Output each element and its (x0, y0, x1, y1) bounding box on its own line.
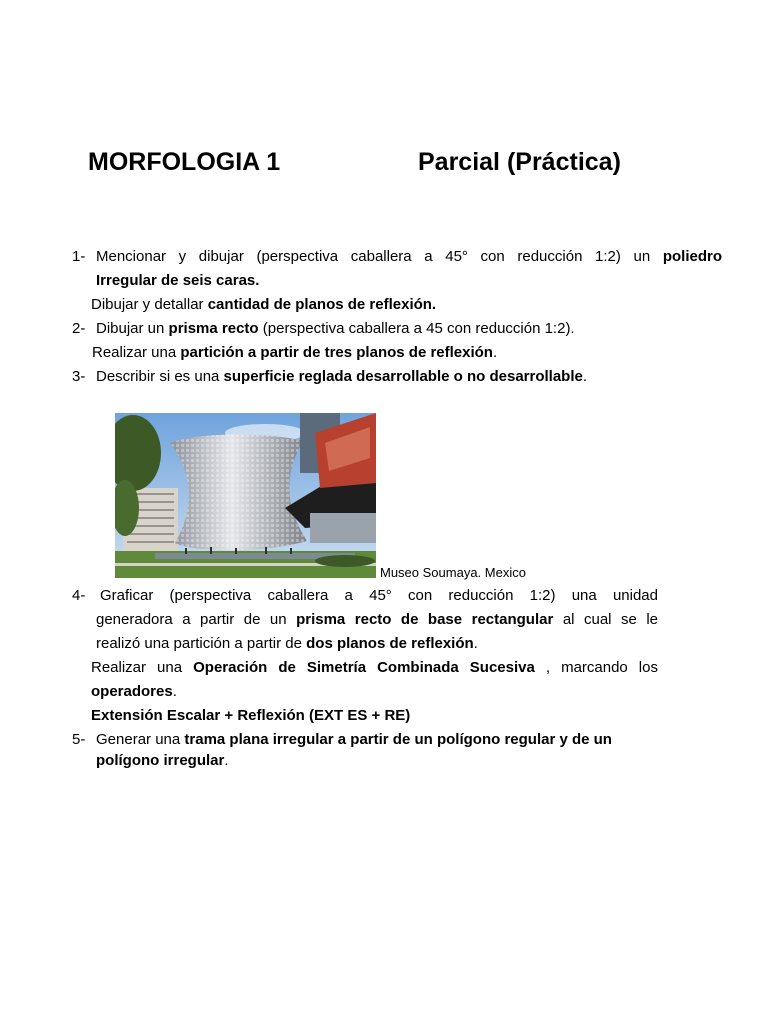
item-5-bold: trama plana irregular a partir de un polígono regular y de un (184, 731, 612, 748)
item-4-number: 4- (72, 587, 86, 604)
item-2-number: 2- (72, 320, 86, 337)
item-2-bold: prisma recto (168, 320, 259, 337)
item-4-line-3-bold: dos planos de reflexión (306, 635, 474, 652)
museum-photo-illustration (115, 413, 376, 578)
item-1-bold: poliedro (662, 248, 722, 265)
item-2-text-b: (perspectiva caballera a 45 con reducción 1:2). (258, 320, 575, 337)
item-5-line-2-end: . (224, 752, 229, 769)
item-4-line-4-bold: Operación de Simetría Combinada Sucesiva (193, 659, 535, 676)
item-4-line-3 (96, 634, 478, 654)
item-1-line-3 (91, 295, 436, 315)
course-title: MORFOLOGIA 1 (88, 148, 281, 176)
item-2-line-2 (92, 343, 497, 363)
item-1-line-3-text: Dibujar y detallar (91, 296, 208, 313)
item-4-line-2-bold: prisma recto de base rectangular (296, 611, 554, 628)
museum-photo (115, 413, 376, 578)
item-5-number: 5- (72, 731, 86, 748)
item-4-line-4-text: Realizar una (91, 659, 194, 676)
item-2-line-2-end: . (492, 344, 498, 361)
item-4-line-4 (91, 658, 658, 678)
item-3-end: . (582, 368, 588, 385)
item-4-line-3-end: . (473, 635, 478, 652)
photo-caption: Museo Soumaya. Mexico (380, 565, 526, 580)
item-1-number: 1- (72, 248, 86, 265)
item-5-line-2-bold: polígono irregular (96, 752, 225, 769)
item-3-line-1 (96, 367, 587, 387)
item-2-line-2-text: Realizar una (92, 344, 181, 361)
item-2-line-2-bold: partición a partir de tres planos de reflexión (180, 344, 493, 361)
item-3-number: 3- (72, 368, 86, 385)
item-5-line-1 (96, 730, 612, 750)
item-4-line-4-end: , marcando los (545, 659, 658, 676)
item-2-line-1 (96, 319, 575, 339)
item-3-text: Describir si es una (96, 368, 224, 385)
item-4-line-2-end: al cual se le (562, 611, 658, 628)
item-1-line-1 (96, 247, 722, 267)
item-4-line-5 (91, 682, 177, 702)
item-1-line-2: Irregular de seis caras. (96, 272, 260, 289)
item-5-text: Generar una (96, 731, 185, 748)
item-1-text: Mencionar y dibujar (perspectiva caballera a 45° con reducción 1:2) un (96, 248, 651, 265)
item-4-line-3-text: realizó una partición a partir de (96, 635, 307, 652)
item-4-line-2-text: generadora a partir de un (96, 611, 297, 628)
item-4-line-1: Graficar (perspectiva caballera a 45° con reducción 1:2) una unidad (100, 587, 658, 604)
exam-title: Parcial (Práctica) (418, 148, 621, 176)
item-4-line-6: Extensión Escalar + Reflexión (EXT ES + RE) (91, 707, 411, 724)
item-5-line-2 (96, 751, 229, 771)
item-4-line-5-end: . (172, 683, 177, 700)
item-4-line-5-bold: operadores (91, 683, 173, 700)
item-4-line-2 (96, 610, 658, 630)
item-1-line-3-bold: cantidad de planos de reflexión. (207, 296, 437, 313)
item-2-text-a: Dibujar un (96, 320, 169, 337)
item-3-bold: superficie reglada desarrollable o no desarrollable (223, 368, 583, 385)
